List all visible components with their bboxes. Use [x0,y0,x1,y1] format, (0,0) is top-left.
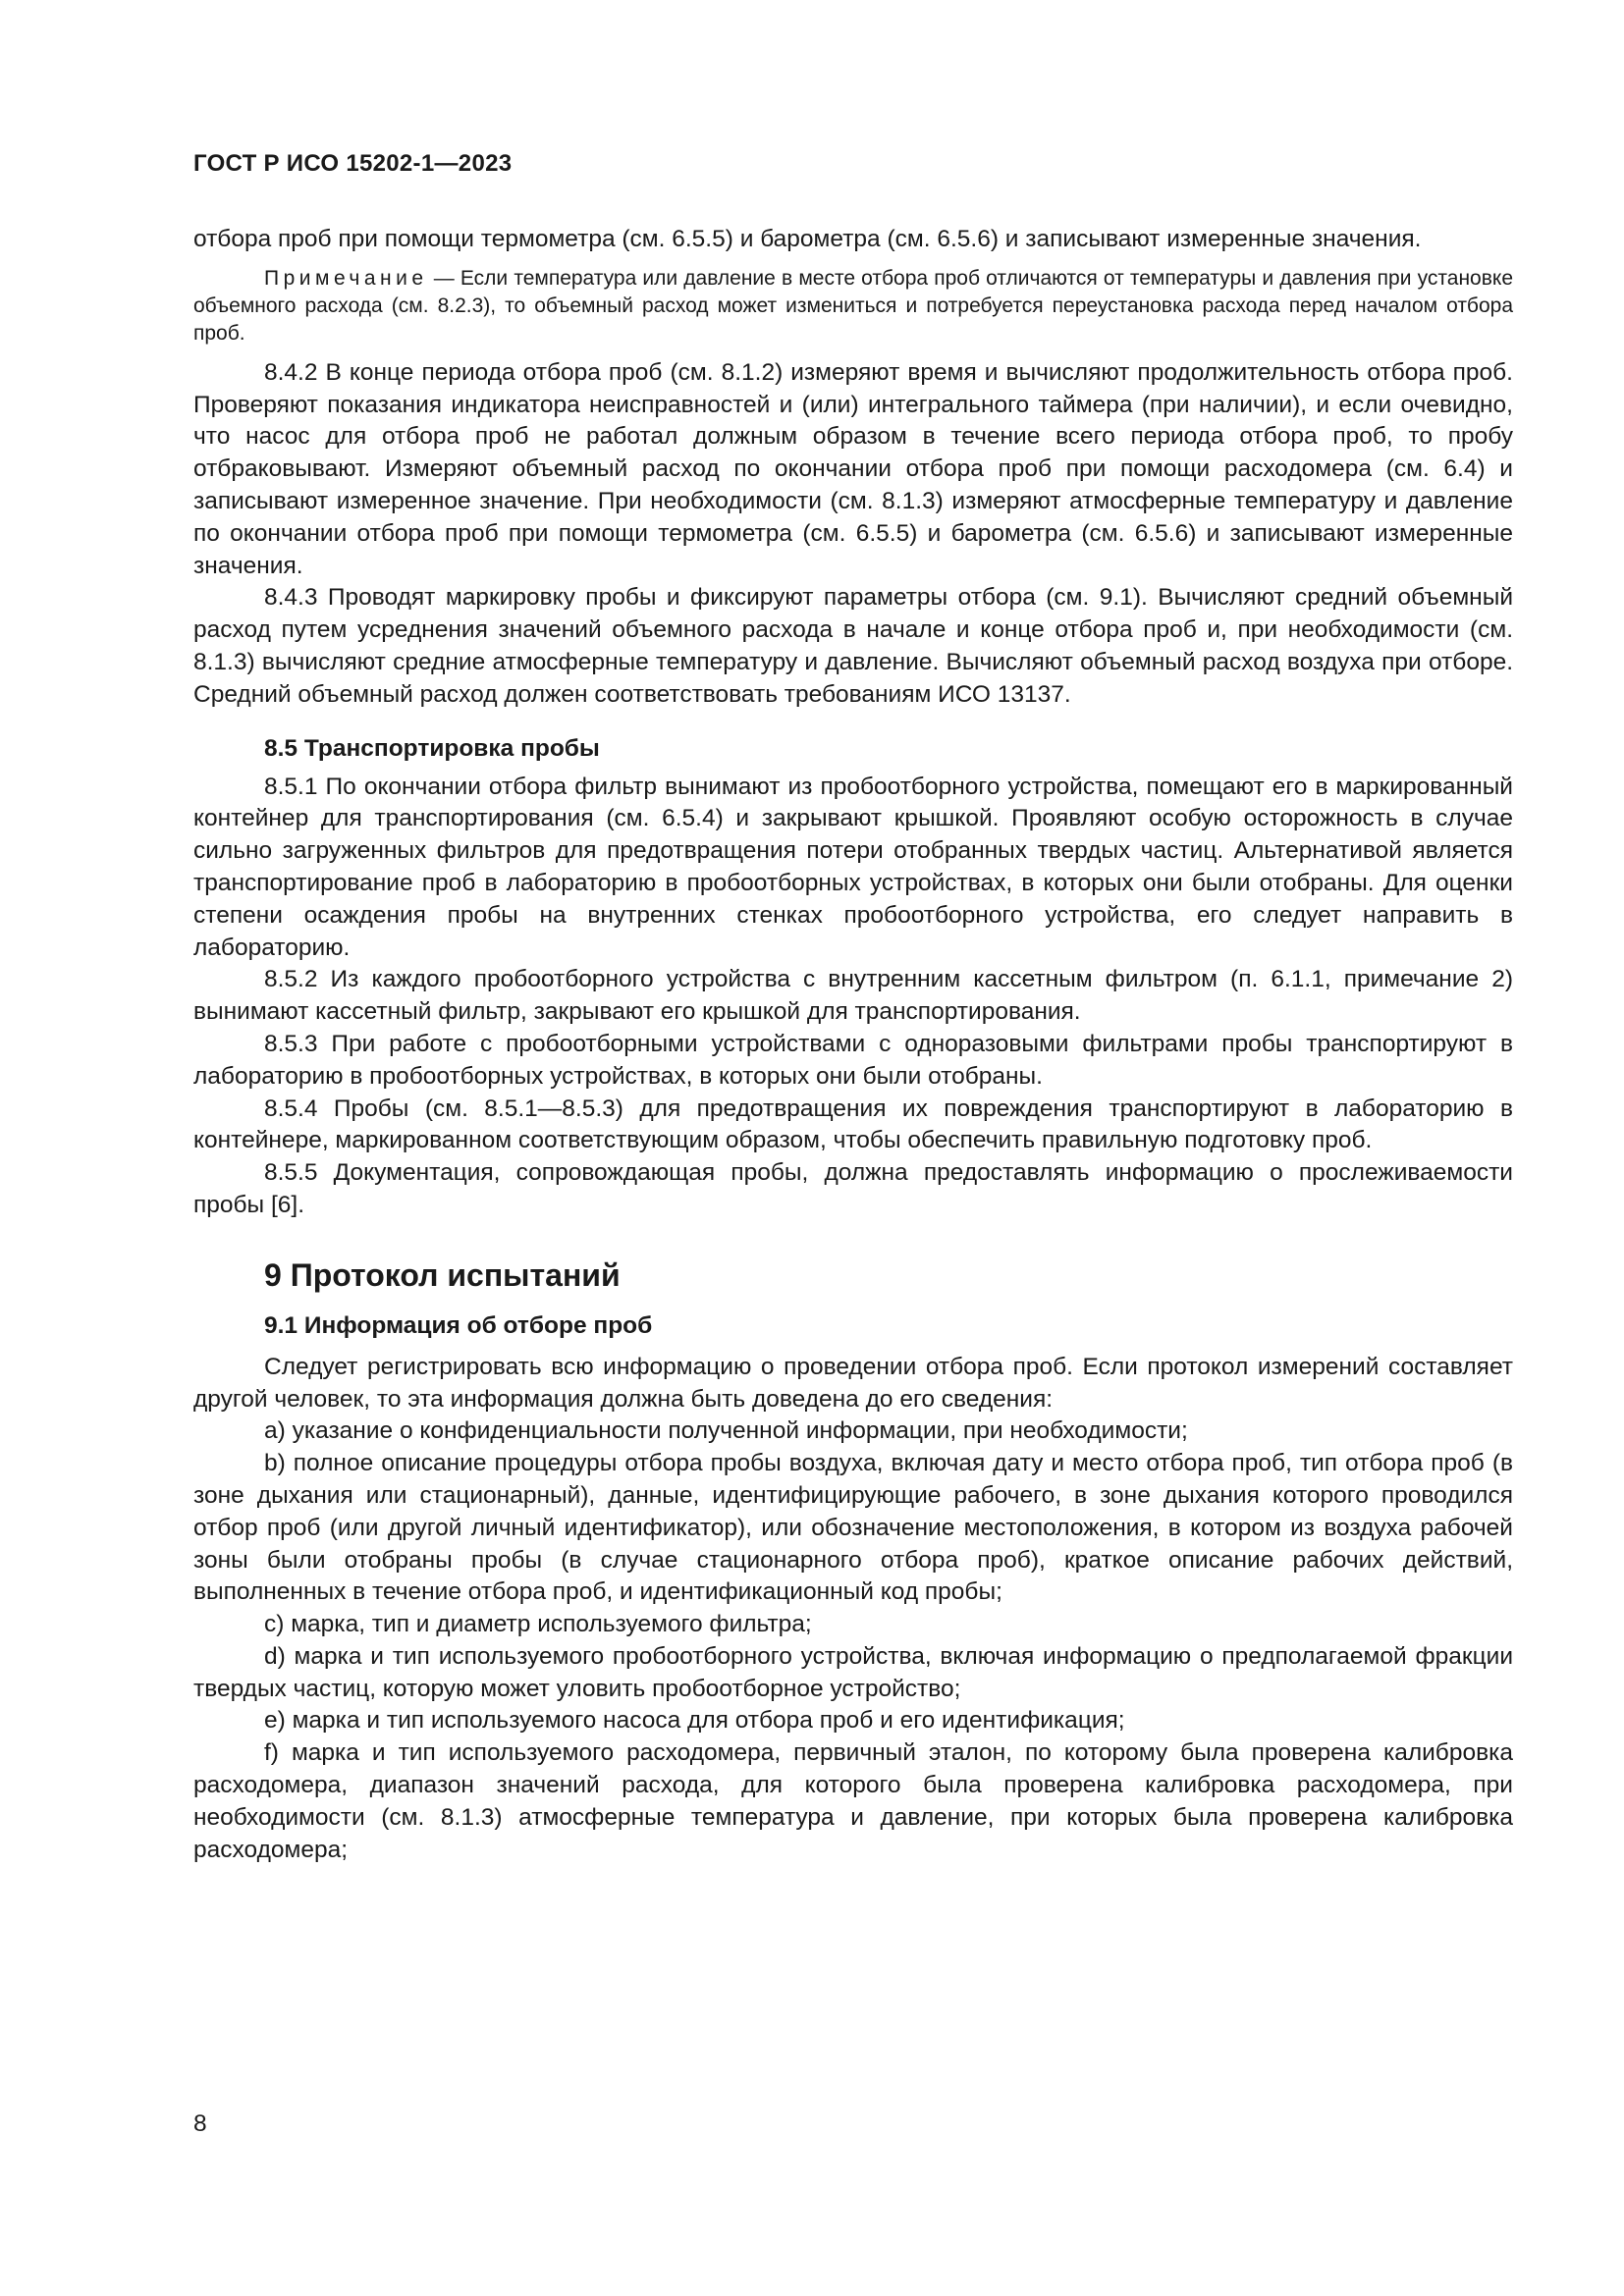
heading-section-9: 9 Протокол испытаний [264,1256,621,1293]
list-item-e: e) марка и тип используемого насоса для отбора проб и его идентификация; [264,1707,1125,1735]
paragraph-8-4-3: 8.4.3 Проводят маркировку пробы и фиксируют параметры отбора (см. 9.1). Вычисляют средний объемный расход путем усреднения значений объемного расхода в начале и конце отбора проб и, при необходимости (см. 8.1.3) вычисляют средние атмосферные температуру и давление. Вычисляют объемный расход воздуха при отборе. Средний объемный расход должен соответствовать требованиям ИСО 13137. [193,584,1513,708]
list-item-c: c) марка, тип и диаметр используемого фильтра; [264,1611,812,1638]
paragraph-8-5-1: 8.5.1 По окончании отбора фильтр вынимают из пробоотборного устройства, помещают его в маркированный контейнер для транспортирования (см. 6.5.4) и закрывают крышкой. Проявляют особую осторожность в случае сильно загруженных фильтров для предотвращения потери отобранных твердых частиц. Альтернативой является транспортирование проб в лабораторию в пробоотборных устройствах, в которых они были отобраны. Для оценки степени осаждения пробы на внутренних стенках пробоотборного устройства, его следует направить в лабораторию. [193,773,1513,961]
paragraph-8-5-3: 8.5.3 При работе с пробоотборными устройствами с одноразовыми фильтрами пробы транспортируют в лабораторию в пробоотборных устройствах, в которых они были отобраны. [193,1030,1513,1090]
heading-9-1: 9.1 Информация об отборе проб [264,1311,653,1339]
list-item-a: а) указание о конфиденциальности полученной информации, при необходимости; [264,1417,1188,1445]
paragraph-9-1: Следует регистрировать всю информацию о проведении отбора проб. Если протокол измерений составляет другой человек, то эта информация должна быть доведена до его сведения: [193,1353,1513,1413]
paragraph-8-5-2: 8.5.2 Из каждого пробоотборного устройства с внутренним кассетным фильтром (п. 6.1.1, примечание 2) вынимают кассетный фильтр, закрывают его крышкой для транспортирования. [193,966,1513,1026]
note-text: — Если температура или давление в месте отбора проб отличаются от температуры и давления при установке объемного расхода (см. 8.2.3), то объемный расход может измениться и потребуется переустановка расхода перед началом отбора проб. [193,266,1513,345]
page-number: 8 [193,2110,207,2137]
list-item-d: d) марка и тип используемого пробоотборного устройства, включая информацию о предполагаемой фракции твердых частиц, которую может уловить пробоотборное устройство; [193,1642,1513,1702]
paragraph-8-5-4: 8.5.4 Пробы (см. 8.5.1—8.5.3) для предотвращения их повреждения транспортируют в лабораторию в контейнере, маркированном соответствующим образом, чтобы обеспечить правильную подготовку проб. [193,1095,1513,1154]
page-content [193,224,1513,1866]
paragraph-continuation: отбора проб при помощи термометра (см. 6.5.5) и барометра (см. 6.5.6) и записывают измеренные значения. [193,226,1422,252]
document-header: ГОСТ Р ИСО 15202-1—2023 [193,150,513,177]
list-item-f: f) марка и тип используемого расходомера, первичный эталон, по которому была проверена калибровка расходомера, диапазон значений расхода, для которого была проверена калибровка расходомера, при необходимости (см. 8.1.3) атмосферные температура и давление, при которых была проверена калибровка расходомера; [193,1739,1513,1863]
list-item-b: b) полное описание процедуры отбора пробы воздуха, включая дату и место отбора проб, тип отбора проб (в зоне дыхания или стационарный), данные, идентифицирующие рабочего, в зоне дыхания которого проводился отбор проб (или другой личный идентификатор), или обозначение местоположения, в котором из воздуха рабочей зоны были отобраны пробы (в случае стационарного отбора проб), краткое описание рабочих действий, выполненных в течение отбора проб, и идентификационный код пробы; [193,1450,1513,1606]
note [193,265,1513,347]
paragraph-8-5-5: 8.5.5 Документация, сопровождающая пробы, должна предоставлять информацию о прослеживаемости пробы [6]. [193,1159,1513,1218]
note-label: Примечание [264,266,428,290]
heading-8-5: 8.5 Транспортировка пробы [264,734,600,762]
paragraph-8-4-2: 8.4.2 В конце периода отбора проб (см. 8.1.2) измеряют время и вычисляют продолжительность отбора проб. Проверяют показания индикатора неисправностей и (или) интегрального таймера (при наличии), и если очевидно, что насос для отбора проб не работал должным образом в течение всего периода отбора проб, то пробу отбраковывают. Измеряют объемный расход по окончании отбора проб при помощи расходомера (см. 6.4) и записывают измеренное значение. При необходимости (см. 8.1.3) измеряют атмосферные температуру и давление по окончании отбора проб при помощи термометра (см. 6.5.5) и барометра (см. 6.5.6) и записывают измеренные значения. [193,358,1513,579]
